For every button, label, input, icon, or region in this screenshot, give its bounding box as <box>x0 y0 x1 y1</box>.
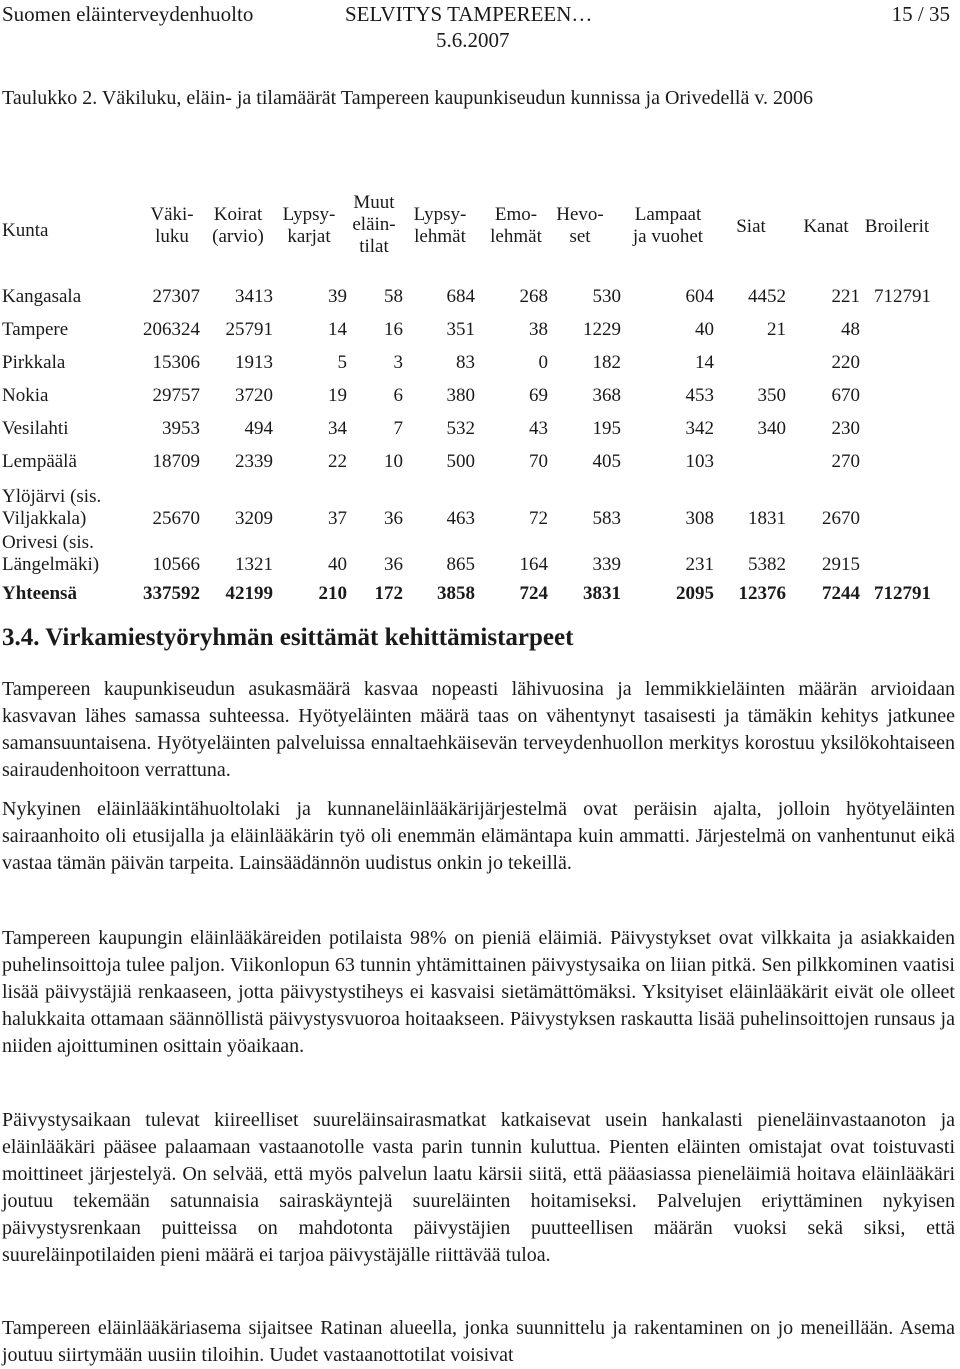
table-cell: 182 <box>592 352 621 373</box>
table-cell: 18709 <box>152 451 200 472</box>
table-cell: 7244 <box>822 583 860 604</box>
table-cell: 268 <box>519 286 548 307</box>
paragraph: Tampereen kaupungin eläinlääkäreiden potilaista 98% on pieniä eläimiä. Päivystykset ovat vilkkaita ja asiakkaiden puhelinsoittoja tulee paljon. Viikonlopun 63 tunnin yhtämittainen päivystysaika on liian pitkä. Sen pilkkominen vaatisi lisää päivystäjiä renkaaseen, jotta päivystystiheys ei kasvaisi sietämättömäksi. Yksityiset eläinlääkärit eivät ole olleet halukkaita ottamaan säännöllistä päivystysvuoroa hoitaakseen. Päivystyksen raskautta lisää puhelinsoittojen runsaus ja niiden ajoittuminen osittain yöaikaan. <box>2 927 955 1057</box>
table-cell: 1831 <box>748 508 786 529</box>
table-total-row <box>0 583 960 613</box>
table-cell: 36 <box>384 508 403 529</box>
municipality-name: Vesilahti <box>2 418 69 439</box>
table-cell: 712791 <box>874 583 931 604</box>
table-cell: 83 <box>456 352 475 373</box>
table-row <box>0 319 960 349</box>
table-cell: 231 <box>685 554 714 575</box>
table-cell: 4452 <box>748 286 786 307</box>
column-header: Kanat <box>803 216 849 237</box>
table-cell: 494 <box>244 418 273 439</box>
table-cell: 72 <box>529 508 548 529</box>
municipality-name: Ylöjärvi (sis. Viljakkala) <box>2 486 102 529</box>
table-cell: 3413 <box>235 286 273 307</box>
column-header: Broilerit <box>864 216 930 237</box>
municipality-name: Orivesi (sis. Längelmäki) <box>2 532 100 575</box>
table-cell: 3 <box>393 352 403 373</box>
table-caption: Taulukko 2. Väkiluku, eläin- ja tilamäärät Tampereen kaupunkiseudun kunnissa ja Orivedellä v. 2006 <box>2 87 814 109</box>
table-cell: 6 <box>393 385 403 406</box>
table-cell: 684 <box>446 286 475 307</box>
table-cell: 724 <box>519 583 548 604</box>
table-cell: 1229 <box>583 319 621 340</box>
table-header-row <box>0 186 960 266</box>
table-cell: 34 <box>328 418 347 439</box>
table-cell: 21 <box>767 319 786 340</box>
table-cell: 48 <box>841 319 860 340</box>
table-cell: 221 <box>831 286 860 307</box>
table-cell: 3209 <box>235 508 273 529</box>
table-cell: 2339 <box>235 451 273 472</box>
table-cell: 220 <box>831 352 860 373</box>
total-label: Yhteensä <box>2 583 77 604</box>
table-cell: 10566 <box>152 554 200 575</box>
table-cell: 38 <box>529 319 548 340</box>
municipality-name: Tampere <box>2 319 69 340</box>
table-cell: 39 <box>328 286 347 307</box>
section-heading: 3.4. Virkamiestyöryhmän esittämät kehittämistarpeet <box>2 624 574 651</box>
table-cell: 36 <box>384 554 403 575</box>
table-cell: 14 <box>328 319 347 340</box>
table-cell: 164 <box>519 554 548 575</box>
table-cell: 583 <box>592 508 621 529</box>
table-cell: 1913 <box>235 352 273 373</box>
table-cell: 25791 <box>225 319 273 340</box>
table-cell: 0 <box>538 352 548 373</box>
table-cell: 604 <box>685 286 714 307</box>
municipality-name: Lempäälä <box>2 451 77 472</box>
table-cell: 15306 <box>152 352 200 373</box>
table-cell: 270 <box>831 451 860 472</box>
municipality-name: Pirkkala <box>2 352 66 373</box>
municipality-name: Nokia <box>2 385 49 406</box>
table-cell: 530 <box>592 286 621 307</box>
paragraph: Päivystysaikaan tulevat kiireelliset suureläinsairasmatkat katkaisevat usein hankalasti pieneläinvastaanoton ja eläinlääkäri pääsee palaamaan vastaanotolle vasta parin tunnin kuluttua. Pienten eläinten omistajat ovat toistuvasti moittineet järjestelyä. On selvää, että myös palvelun laatu kärsii siitä, että pääasiassa pieneläimiä hoitava eläinlääkäri joutuu tekemään satunnaisia sairaskäyntejä suureläinten hoitamiseksi. Palvelujen eriyttäminen nykyisen päivystysrenkaan puitteissa on mahdotonta päivystäjien puutteellisen määrän vuoksi sekä siksi, että suureläinpotilaiden pieni määrä ei tarjoa päivystäjälle riittävää tuloa. <box>2 1109 955 1266</box>
table-row <box>0 486 960 529</box>
table-cell: 25670 <box>152 508 200 529</box>
municipality-name: Kangasala <box>2 286 82 307</box>
table-row <box>0 286 960 316</box>
table-row <box>0 532 960 575</box>
table-cell: 14 <box>695 352 714 373</box>
table-row <box>0 385 960 415</box>
table-cell: 865 <box>446 554 475 575</box>
table-cell: 19 <box>328 385 347 406</box>
table-cell: 2095 <box>676 583 714 604</box>
table-cell: 340 <box>757 418 786 439</box>
table-cell: 463 <box>446 508 475 529</box>
table-cell: 58 <box>384 286 403 307</box>
table-cell: 5 <box>337 352 347 373</box>
table-cell: 500 <box>446 451 475 472</box>
table-cell: 37 <box>328 508 347 529</box>
header-page-number: 15 / 35 <box>891 2 950 26</box>
table-cell: 16 <box>384 319 403 340</box>
table-cell: 42199 <box>225 583 273 604</box>
table-cell: 10 <box>384 451 403 472</box>
table-cell: 351 <box>446 319 475 340</box>
table-cell: 12376 <box>738 583 786 604</box>
table-cell: 1321 <box>235 554 273 575</box>
table-cell: 2915 <box>822 554 860 575</box>
table-cell: 230 <box>831 418 860 439</box>
column-header: Lampaat ja vuohet <box>632 204 704 247</box>
paragraph: Tampereen eläinlääkäriasema sijaitsee Ratinan alueella, jonka suunnittelu ja rakentaminen on jo meneillään. Asema joutuu siirtymään uusiin tiloihin. Uudet vastaanottotilat voisivat <box>2 1317 955 1366</box>
table-row <box>0 451 960 481</box>
column-header: Lypsy- lehmät <box>413 204 467 247</box>
table-cell: 210 <box>318 583 347 604</box>
table-row <box>0 418 960 448</box>
table-cell: 69 <box>529 385 548 406</box>
paragraph: Tampereen kaupunkiseudun asukasmäärä kasvaa nopeasti lähivuosina ja lemmikkieläinten määrän arvioidaan kasvavan lähes samassa suhteessa. Hyötyeläinten määrä taas on vähentynyt tasaisesti ja tämäkin kehitys jatkunee samansuuntaisena. Hyötyeläinten palveluissa ennaltaehkäisevän terveydenhuollon merkitys korostuu yksilökohtaiseen sairaudenhoitoon verrattuna. <box>2 678 955 781</box>
paragraph: Nykyinen eläinlääkintähuoltolaki ja kunnaneläinlääkärijärjestelmä ovat peräisin ajalta, jolloin hyötyeläinten sairaanhoito oli etusijalla ja eläinlääkärin työ oli enemmän elämäntapa kuin ammatti. Järjestelmä on vanhentunut eikä vastaa tämän päivän tarpeita. Lainsäädännön uudistus onkin jo tekeillä. <box>2 798 955 874</box>
table-cell: 308 <box>685 508 714 529</box>
table-cell: 2670 <box>822 508 860 529</box>
column-header: Siat <box>736 216 766 237</box>
table-cell: 339 <box>592 554 621 575</box>
table-cell: 453 <box>685 385 714 406</box>
table-cell: 368 <box>592 385 621 406</box>
table-cell: 3720 <box>235 385 273 406</box>
table-cell: 3831 <box>583 583 621 604</box>
table-cell: 103 <box>685 451 714 472</box>
header-date: 5.6.2007 <box>436 28 510 52</box>
column-header: Emo- lehmät <box>490 204 542 247</box>
header-document-title: SELVITYS TAMPEREEN… <box>345 2 593 26</box>
table-cell: 405 <box>592 451 621 472</box>
table-cell: 3858 <box>437 583 475 604</box>
column-header: Kunta <box>2 220 49 241</box>
table-cell: 532 <box>446 418 475 439</box>
table-cell: 43 <box>529 418 548 439</box>
table-cell: 350 <box>757 385 786 406</box>
table-cell: 3953 <box>162 418 200 439</box>
table-cell: 195 <box>592 418 621 439</box>
table-cell: 22 <box>328 451 347 472</box>
table-cell: 7 <box>393 418 403 439</box>
table-cell: 712791 <box>874 286 931 307</box>
column-header: Koirat (arvio) <box>212 204 264 247</box>
column-header: Muut eläin- tilat <box>352 192 396 257</box>
table-cell: 172 <box>374 583 403 604</box>
table-cell: 5382 <box>748 554 786 575</box>
table-cell: 670 <box>831 385 860 406</box>
column-header: Hevo- set <box>556 204 604 247</box>
table-cell: 380 <box>446 385 475 406</box>
column-header: Lypsy- karjat <box>282 204 336 247</box>
column-header: Väki- luku <box>150 204 194 247</box>
header-organization: Suomen eläinterveydenhuolto <box>2 2 254 26</box>
page-header <box>0 0 960 60</box>
table-cell: 206324 <box>143 319 200 340</box>
table-cell: 40 <box>328 554 347 575</box>
table-cell: 342 <box>685 418 714 439</box>
table-cell: 337592 <box>143 583 200 604</box>
table-cell: 40 <box>695 319 714 340</box>
table-cell: 29757 <box>152 385 200 406</box>
table-cell: 27307 <box>152 286 200 307</box>
table-row <box>0 352 960 382</box>
table-cell: 70 <box>529 451 548 472</box>
